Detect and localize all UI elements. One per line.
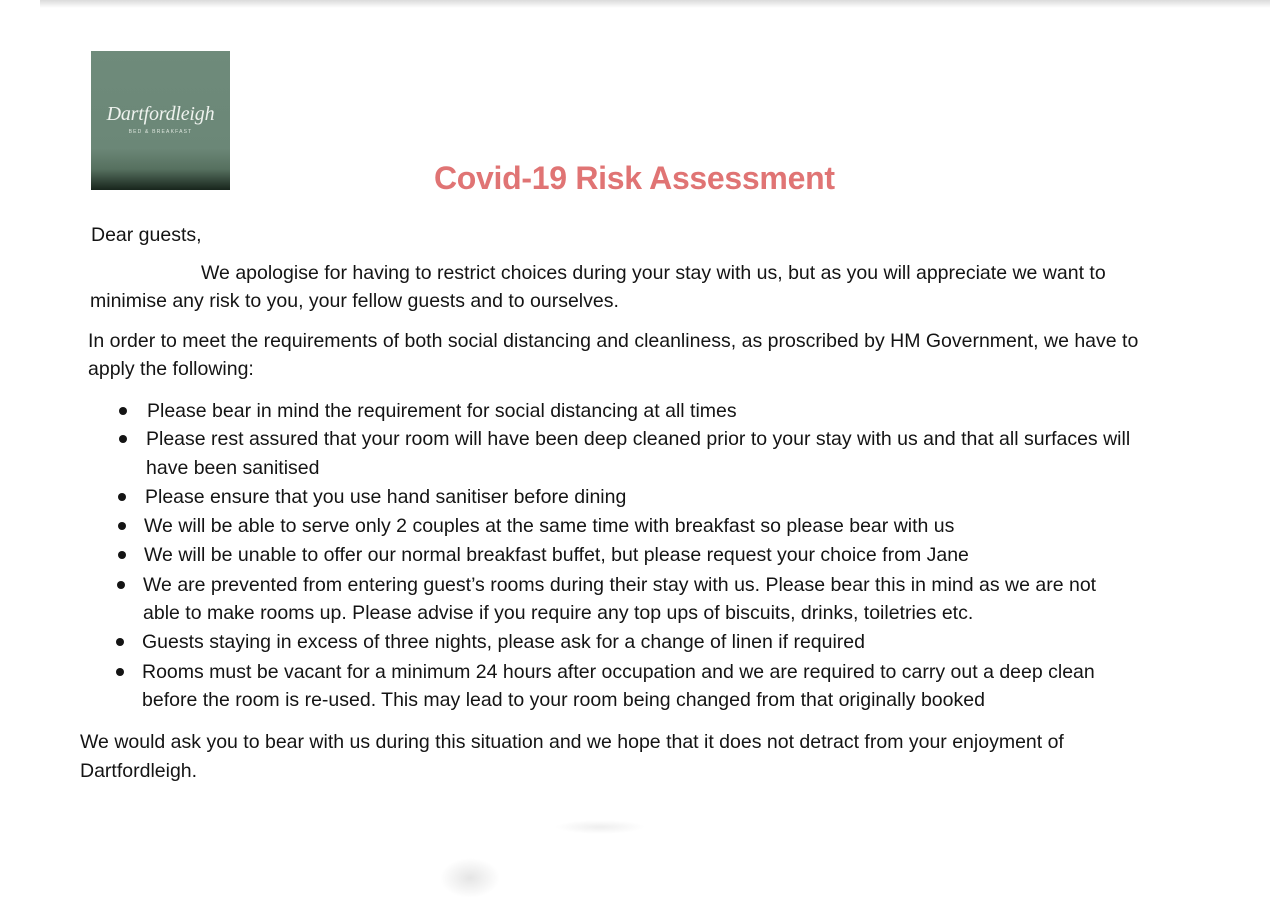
list-item-text: Guests staying in excess of three nights, please ask for a change of linen if required: [142, 631, 865, 653]
requirements-paragraph-line-1: In order to meet the requirements of both social distancing and cleanliness, as proscribed by HM Government, we have to: [88, 330, 1139, 352]
bullet-icon: [118, 522, 126, 530]
logo-subtitle: BED & BREAKFAST: [128, 129, 193, 135]
list-item-text: Rooms must be vacant for a minimum 24 hours after occupation and we are required to carry out a deep clean: [142, 661, 1095, 683]
requirements-paragraph-line-2: apply the following:: [88, 358, 254, 380]
apology-paragraph-line-2: minimise any risk to you, your fellow guests and to ourselves.: [90, 290, 619, 312]
greeting: Dear guests,: [91, 224, 202, 246]
closing-paragraph-line-1: We would ask you to bear with us during this situation and we hope that it does not detract from your enjoyment of: [80, 731, 1064, 753]
list-item-text: Please bear in mind the requirement for social distancing at all times: [147, 400, 737, 422]
scan-edge-shadow: [40, 0, 1270, 8]
bullet-icon: [117, 581, 125, 589]
apology-paragraph-line-1: We apologise for having to restrict choices during your stay with us, but as you will appreciate we want to: [201, 262, 1106, 284]
list-item-text: Please rest assured that your room will have been deep cleaned prior to your stay with us and that all surfaces will: [146, 428, 1131, 450]
list-item-text-continued: have been sanitised: [146, 457, 320, 479]
bullet-icon: [116, 638, 124, 646]
bullet-icon: [119, 407, 127, 415]
list-item-text-continued: before the room is re-used. This may lead to your room being changed from that originally booked: [142, 689, 985, 711]
scan-smudge: [555, 820, 645, 834]
list-item-text: Please ensure that you use hand sanitiser before dining: [145, 486, 627, 508]
bullet-icon: [118, 493, 126, 501]
bullet-icon: [118, 551, 126, 559]
list-item-text-continued: able to make rooms up. Please advise if you require any top ups of biscuits, drinks, toiletries etc.: [143, 602, 974, 624]
list-item-text: We will be able to serve only 2 couples at the same time with breakfast so please bear with us: [144, 515, 955, 537]
closing-paragraph-line-2: Dartfordleigh.: [80, 760, 198, 782]
dartfordleigh-logo: [91, 51, 230, 190]
bullet-icon: [119, 435, 127, 443]
list-item-text: We will be unable to offer our normal breakfast buffet, but please request your choice from Jane: [144, 544, 969, 566]
list-item-text: We are prevented from entering guest’s rooms during their stay with us. Please bear this in mind as we are not: [143, 574, 1097, 596]
scan-smudge: [440, 858, 500, 898]
page-title: Covid-19 Risk Assessment: [434, 160, 835, 196]
bullet-icon: [116, 668, 124, 676]
logo-name: Dartfordleigh: [106, 103, 215, 125]
